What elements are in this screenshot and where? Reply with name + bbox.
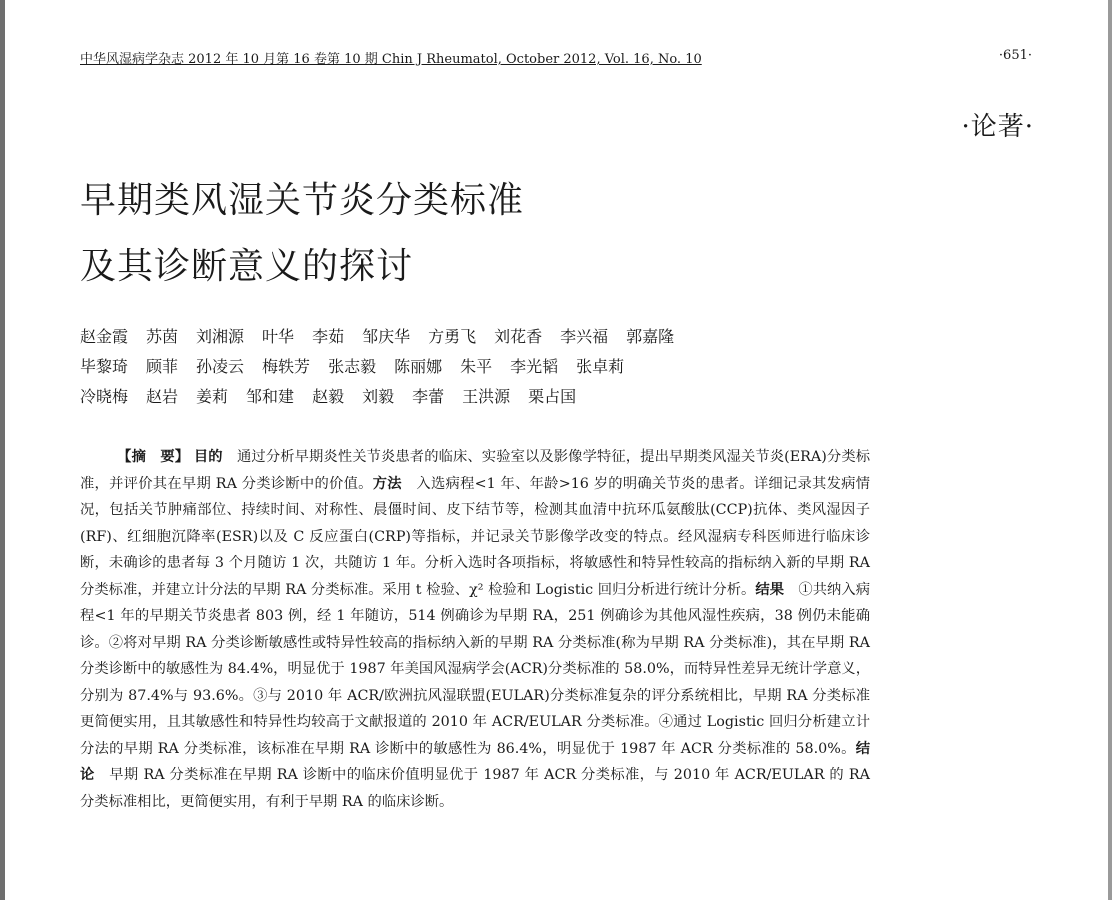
author-name: 李光韬	[510, 357, 559, 376]
author-name: 孙凌云	[196, 357, 245, 376]
page-left-edge	[0, 0, 5, 900]
author-name: 刘毅	[362, 387, 395, 406]
author-name: 赵金霞	[80, 327, 129, 346]
author-name: 张志毅	[328, 357, 377, 376]
title-line-1: 早期类风湿关节炎分类标准	[80, 180, 525, 221]
author-name: 梅轶芳	[262, 357, 311, 376]
author-name: 叶华	[262, 327, 295, 346]
author-line-2	[80, 352, 692, 382]
author-name: 栗占国	[528, 387, 577, 406]
author-name: 刘湘源	[196, 327, 245, 346]
author-name: 陈丽娜	[394, 357, 443, 376]
author-name: 姜莉	[196, 387, 229, 406]
author-name: 王洪源	[462, 387, 511, 406]
author-name: 郭嘉隆	[626, 327, 675, 346]
author-name: 李蕾	[412, 387, 445, 406]
author-name: 李兴福	[560, 327, 609, 346]
author-name: 方勇飞	[428, 327, 477, 346]
author-name: 赵毅	[312, 387, 345, 406]
author-name: 苏茵	[146, 327, 179, 346]
author-name: 朱平	[460, 357, 493, 376]
author-name: 冷晓梅	[80, 387, 129, 406]
methods-label: 方法	[372, 475, 402, 492]
author-list	[80, 322, 692, 412]
author-line-3	[80, 382, 692, 412]
conclusion-label: 结论	[80, 740, 870, 783]
page-number: ·651·	[998, 48, 1032, 63]
abstract-paragraph	[80, 444, 870, 815]
author-name: 张卓莉	[576, 357, 625, 376]
abstract-label: 【摘 要】	[117, 449, 190, 465]
author-name: 邹和建	[246, 387, 295, 406]
journal-running-header: 中华风湿病学杂志 2012 年 10 月第 16 卷第 10 期 Chin J Rheumatol, October 2012, Vol. 16, No. 10	[80, 52, 702, 67]
author-name: 赵岩	[146, 387, 179, 406]
conclusion-text: 早期 RA 分类标准在早期 RA 诊断中的临床价值明显优于 1987 年 ACR 分类标准，与 2010 年 ACR/EULAR 的 RA 分类标准相比，更简便实用，有利于早期 RA 的临床诊断。	[80, 767, 870, 810]
page-right-edge	[1108, 0, 1112, 900]
author-name: 毕黎琦	[80, 357, 129, 376]
author-name: 李茹	[312, 327, 345, 346]
section-label: ·论著·	[961, 112, 1034, 142]
results-text: ①共纳入病程<1 年的早期关节炎患者 803 例，经 1 年随访，514 例确诊为早期 RA，251 例确诊为其他风湿性疾病，38 例仍未能确诊。②将对早期 RA 分类诊断敏感性或特异性较高的指标纳入新的早期 RA 分类标准(称为早期 RA 分类标准)，其在早期 RA 分类诊断中的敏感性为 84.4%，明显优于 1987 年美国风湿病学会(ACR)分类标准的 58.0%，而特异性差异无统计学意义，分别为 87.4%与 93.6%。③与 2010 年 ACR/欧洲抗风湿联盟(EULAR)分类标准复杂的评分系统相比，早期 RA 分类标准更简便实用，且其敏感性和特异性均较高于文献报道的 2010 年 ACR/EULAR 分类标准。④通过 Logistic 回归分析建立计分法的早期 RA 分类标准，该标准在早期 RA 诊断中的敏感性为 86.4%，明显优于 1987 年 ACR 分类标准的 58.0%。	[80, 581, 871, 757]
author-name: 邹庆华	[362, 327, 411, 346]
author-name: 顾菲	[146, 357, 179, 376]
title-line-2: 及其诊断意义的探讨	[80, 246, 414, 287]
results-label: 结果	[755, 581, 785, 598]
methods-text: 入选病程<1 年、年龄>16 岁的明确关节炎的患者。详细记录其发病情况，包括关节肿痛部位、持续时间、对称性、晨僵时间、皮下结节等，检测其血清中抗环瓜氨酸肽(CCP)抗体、类风湿因子(RF)、红细胞沉降率(ESR)以及 C 反应蛋白(CRP)等指标，并记录关节影像学改变的特点。经风湿病专科医师进行临床诊断，未确诊的患者每 3 个月随访 1 次，共随访 1 年。分析入选时各项指标，将敏感性和特异性较高的指标纳入新的早期 RA 分类标准，并建立计分法的早期 RA 分类标准。采用 t 检验、χ² 检验和 Logistic 回归分析进行统计分析。	[80, 475, 871, 598]
author-name: 刘花香	[494, 327, 543, 346]
objective-label: 目的	[193, 449, 223, 465]
author-line-1	[80, 322, 692, 352]
article-title	[80, 168, 524, 300]
objective-text: 通过分析早期炎性关节炎患者的临床、实验室以及影像学特征，提出早期类风湿关节炎(ERA)分类标准，并评价其在早期 RA 分类诊断中的价值。	[80, 449, 871, 492]
